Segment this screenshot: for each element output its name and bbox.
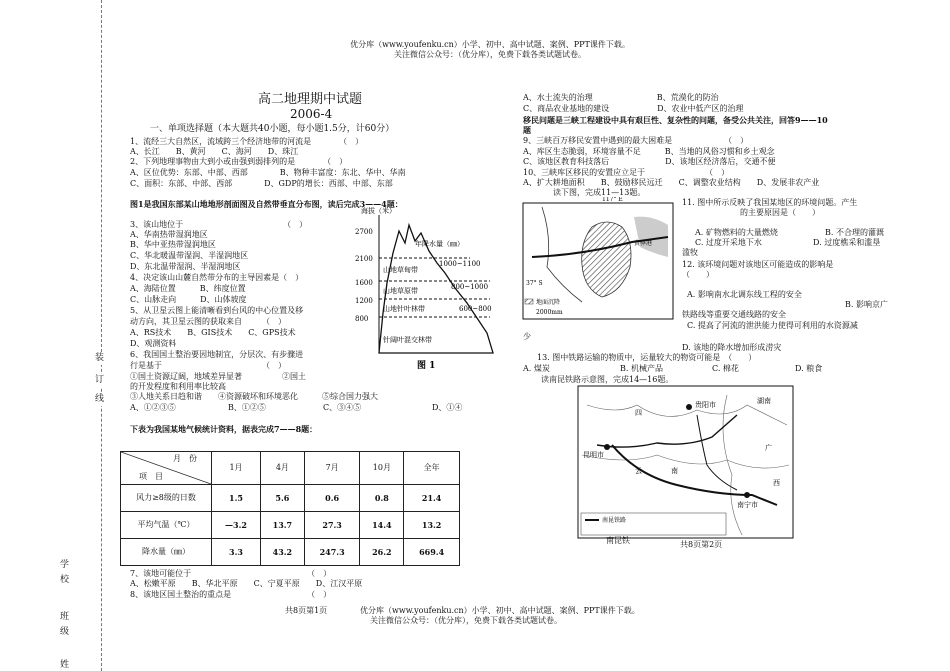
table-row: [121, 485, 460, 512]
question-12: 12. 该环境问题对该地区可能造成的影响是: [682, 260, 834, 269]
month-header: 1月: [212, 452, 261, 485]
intro-9-10-cont: 题: [523, 125, 531, 135]
map-label: 四: [635, 409, 642, 417]
map-label: 117° E: [602, 197, 623, 203]
options-5: A、RS技术 B、GIS技术 C、GPS技术: [130, 328, 296, 337]
city-marker: [686, 404, 692, 410]
rain-value: 600~800: [459, 305, 492, 313]
table-cell: 3.3: [212, 539, 261, 566]
question-7: 7、该地可能位于 （ ）: [130, 569, 332, 578]
legend-label: 地面沉降: [536, 299, 561, 306]
row-label: 降水量（㎜）: [121, 539, 212, 566]
gutter-char: 订: [95, 374, 104, 387]
rain-value: 1000~1100: [439, 260, 481, 268]
option-3c: C、华北暖温带湿润、半湿润地区: [130, 251, 249, 260]
statement-6-1-cont: 的开发程度和利用率比较高: [130, 382, 226, 391]
tick-label: 800: [355, 315, 369, 323]
question-9: 9、三峡百万移民安置中遇到的最大困难是 （ ）: [523, 136, 749, 145]
options-9cd: C、该地区教育科技落后 D、该地区经济落后，交通不便: [523, 157, 776, 166]
map-label: 昆明市: [583, 451, 604, 459]
table-cell: 0.8: [360, 485, 404, 512]
map-label: 云: [635, 467, 642, 475]
table-row: [121, 512, 460, 539]
option-3a: A、华南热带湿润地区: [130, 230, 208, 239]
question-8: 8、该地区国土整治的重点是 （ ）: [130, 590, 332, 599]
option-12c-cont: 少: [523, 332, 531, 341]
option-6c: C、③④⑤: [323, 403, 362, 412]
corner-top-label: 月 份: [173, 454, 197, 463]
gutter-char: 装: [95, 352, 104, 365]
side-label-class: 级: [60, 627, 70, 637]
city-marker: [604, 444, 610, 450]
corner-diagonal: [121, 452, 211, 484]
map-label: 黄骅港: [634, 240, 653, 247]
option-13d: D. 粮食: [795, 364, 823, 373]
footer-line: 关注微信公众号：（优分库），免费下载各类试题试卷。: [370, 616, 562, 625]
option-11b: B. 不合理的灌溉: [825, 228, 884, 237]
intro-3-4: 图1是我国东部某山地地形剖面图及自然带垂直分布图，读后完成3——4题：: [130, 199, 403, 209]
option-12b-cont: 铁路线等重要交通线路的安全: [682, 310, 786, 319]
option-12c: C. 提高了河流的泄洪能力使得可利用的水资源减: [687, 321, 858, 330]
options-10: A、扩大耕地面积 B、鼓励移民远迁 C、调整农业结构 D、发展非农产业: [523, 178, 820, 187]
legend-label: 南昆铁路: [602, 517, 627, 524]
question-5: 5、从卫星云图上能清晰看到台风的中心位置及移: [130, 306, 304, 315]
header-line: 优分库（www.youfenku.cn）小学、初中、高中试题、案例、PPT课件下载。: [350, 40, 630, 49]
map-label: 湖南: [757, 397, 771, 405]
option-11c: C. 过度开采地下水: [695, 238, 762, 247]
rain-title: 年降水量（㎜）: [415, 240, 464, 248]
option-6b: B、①②⑤: [228, 403, 266, 412]
zone-label: 针阔叶混交林带: [383, 336, 432, 344]
option-12b: B. 影响京广: [845, 300, 888, 309]
options-2a: A、区位优势：东部、中部、西部 B、物种丰富度：东北、华中、华南: [130, 168, 406, 177]
option-3b: B、华中亚热带湿润地区: [130, 240, 216, 249]
question-1: 1、流经三大自然区，流域跨三个经济地带的河流是 （ ）: [130, 137, 364, 146]
corner-bottom-label: 项 目: [139, 472, 163, 481]
map-label: 贵阳市: [695, 401, 716, 409]
rain-value: 800~1000: [451, 283, 489, 291]
side-label-school: 校: [60, 575, 70, 585]
table-cell: 13.2: [404, 512, 460, 539]
table-row: [121, 539, 460, 566]
tick-label: 2700: [355, 228, 373, 236]
option-12a: A. 影响南水北调东线工程的安全: [687, 290, 802, 299]
option-13b: B. 机械产品: [620, 364, 663, 373]
page-number-right: 共8页第2页: [680, 540, 723, 549]
options-4ab: A、海陆位置 B、纬度位置: [130, 284, 246, 293]
map-label: 37° S: [526, 280, 543, 287]
table-cell: 5.6: [260, 485, 304, 512]
figure-1-mountain-profile: [355, 203, 505, 373]
map-label: 西: [773, 479, 780, 487]
section-heading: 一、单项选择题（本大题共40小题，每小题1.5分，计60分）: [150, 124, 395, 134]
option-13a: A. 煤炭: [523, 364, 550, 373]
options-4cd: C、山脉走向 D、山体坡度: [130, 295, 247, 304]
exam-date: 2006-4: [290, 107, 333, 121]
map-land-subsidence: [522, 197, 677, 322]
map-label: 广: [765, 444, 772, 452]
question-11: 11. 图中所示反映了我国某地区的环境问题。产生: [682, 198, 858, 207]
figure-caption: 图 1: [417, 361, 436, 371]
map-label: 南: [671, 467, 678, 475]
question-6: 6、我国国土整治要因地制宜，分层次、有步骤进: [130, 350, 304, 359]
table-cell: 247.3: [304, 539, 360, 566]
options-7: A、松嫩平原 B、华北平原 C、宁夏平原 D、江汉平原: [130, 579, 363, 588]
row-label: 风力≥8级的日数: [121, 485, 212, 512]
map-caption: 南昆铁: [606, 536, 630, 545]
month-header: 全年: [404, 452, 460, 485]
question-3: 3、该山地位于 （ ）: [130, 220, 308, 229]
month-header: 4月: [260, 452, 304, 485]
side-label-name: 姓: [60, 660, 70, 670]
question-4: 4、决定该山山麓自然带分布的主导因素是（ ）: [130, 273, 304, 282]
question-13: 13. 图中铁路运输的物质中，运量较大的物资可能是 （ ）: [537, 353, 757, 362]
intro-9-10: 移民问题是三峡工程建设中具有艰巨性、复杂性的问题，备受公共关注，回答9——10: [523, 115, 828, 125]
question-10: 10、三峡库区移民的安置应立足于 （ ）: [523, 168, 730, 177]
side-label-class: 班: [60, 612, 70, 622]
table-cell: 14.4: [360, 512, 404, 539]
month-header: 7月: [304, 452, 360, 485]
question-12-cont: （ ）: [682, 270, 714, 279]
city-marker: [744, 492, 750, 498]
options-8ab: A、水土流失的治理 B、荒漠化的防治: [523, 93, 719, 102]
table-cell: 0.6: [304, 485, 360, 512]
gutter-char: 线: [95, 393, 104, 406]
option-11d: D. 过度樵采和滥垦: [813, 238, 881, 247]
header-line: 关注微信公众号：（优分库），免费下载各类试题试卷。: [394, 50, 586, 59]
options-8cd: C、商品农业基地的建设 D、农业中低产区的治理: [523, 104, 744, 113]
intro-7-8: 下表为我国某地气候统计资料，据表完成7——8题：: [130, 424, 318, 434]
zone-label: 山地草甸带: [383, 266, 418, 274]
zone-label: 山地针叶林带: [383, 305, 425, 313]
statement-6-1: ①国土资源辽阔，地域差异显著 ②国土: [130, 372, 306, 381]
option-5d: D、观测资料: [130, 339, 177, 348]
question-11-cont: 的主要原因是（ ）: [740, 208, 820, 217]
intro-11-13: 读下图，完成11—13题。: [553, 188, 646, 197]
table-cell: 43.2: [260, 539, 304, 566]
exam-title: 高二地理期中试题: [258, 92, 363, 107]
question-6-cont: 行是基于 （ ）: [130, 361, 286, 370]
zone-label: 山地草原带: [383, 287, 418, 295]
corner-cell: [121, 452, 212, 485]
option-11d-cont: 滥牧: [682, 248, 698, 257]
axis-title: 海拔（米）: [361, 207, 396, 215]
binding-line: [101, 0, 102, 671]
table-header-row: [121, 452, 460, 485]
legend-label: 2000mm: [536, 309, 563, 316]
table-cell: 26.2: [360, 539, 404, 566]
option-3d: D、东北温带湿润、半湿润地区: [130, 262, 241, 271]
table-cell: —3.2: [212, 512, 261, 539]
option-6a: A、①②③⑤: [130, 403, 176, 412]
question-5-cont: 动方向，其卫星云图的获取来自 （ ）: [130, 317, 286, 326]
question-2: 2、下列地理事物由大到小或由强到弱排列的是 （ ）: [130, 157, 348, 166]
table-cell: 27.3: [304, 512, 360, 539]
options-1: A、长江 B、黄河 C、海河 D、珠江: [130, 147, 299, 156]
options-9ab: A、库区生态脆弱，环境容量不足 B、当地的风俗习惯和乡土观念: [523, 147, 775, 156]
option-12d: D. 该地的降水增加形成涝灾: [682, 343, 782, 352]
map-label: 南宁市: [737, 501, 758, 509]
legend-swatch: [525, 299, 533, 304]
option-13c: C. 棉花: [712, 364, 739, 373]
side-label-school: 学: [60, 560, 70, 570]
row-label: 平均气温（℃）: [121, 512, 212, 539]
page-number-left: 共8页第1页: [285, 606, 328, 615]
footer-line: 优分库（www.youfenku.cn）小学、初中、高中试题、案例、PPT课件下载。: [360, 606, 640, 615]
table-cell: 1.5: [212, 485, 261, 512]
month-header: 10月: [360, 452, 404, 485]
climate-table: [120, 451, 460, 566]
table-cell: 13.7: [260, 512, 304, 539]
table-cell: 669.4: [404, 539, 460, 566]
table-cell: 21.4: [404, 485, 460, 512]
intro-14-16: 读南昆铁路示意图，完成14—16题。: [541, 375, 674, 384]
tick-label: 1200: [355, 297, 373, 305]
options-2b: C、面积：东部、中部、西部 D、GDP的增长：西部、中部、东部: [130, 179, 393, 188]
option-11a: A. 矿物燃料的大量燃烧: [695, 228, 778, 237]
map-nankun-railway: [577, 385, 795, 540]
tick-label: 2100: [355, 255, 373, 263]
statement-6-3: ③人地关系日趋和谐 ④资源破坏和环境恶化 ⑤综合国力强大: [130, 392, 378, 401]
tick-label: 1600: [355, 279, 373, 287]
option-6d: D、①④: [432, 403, 463, 412]
